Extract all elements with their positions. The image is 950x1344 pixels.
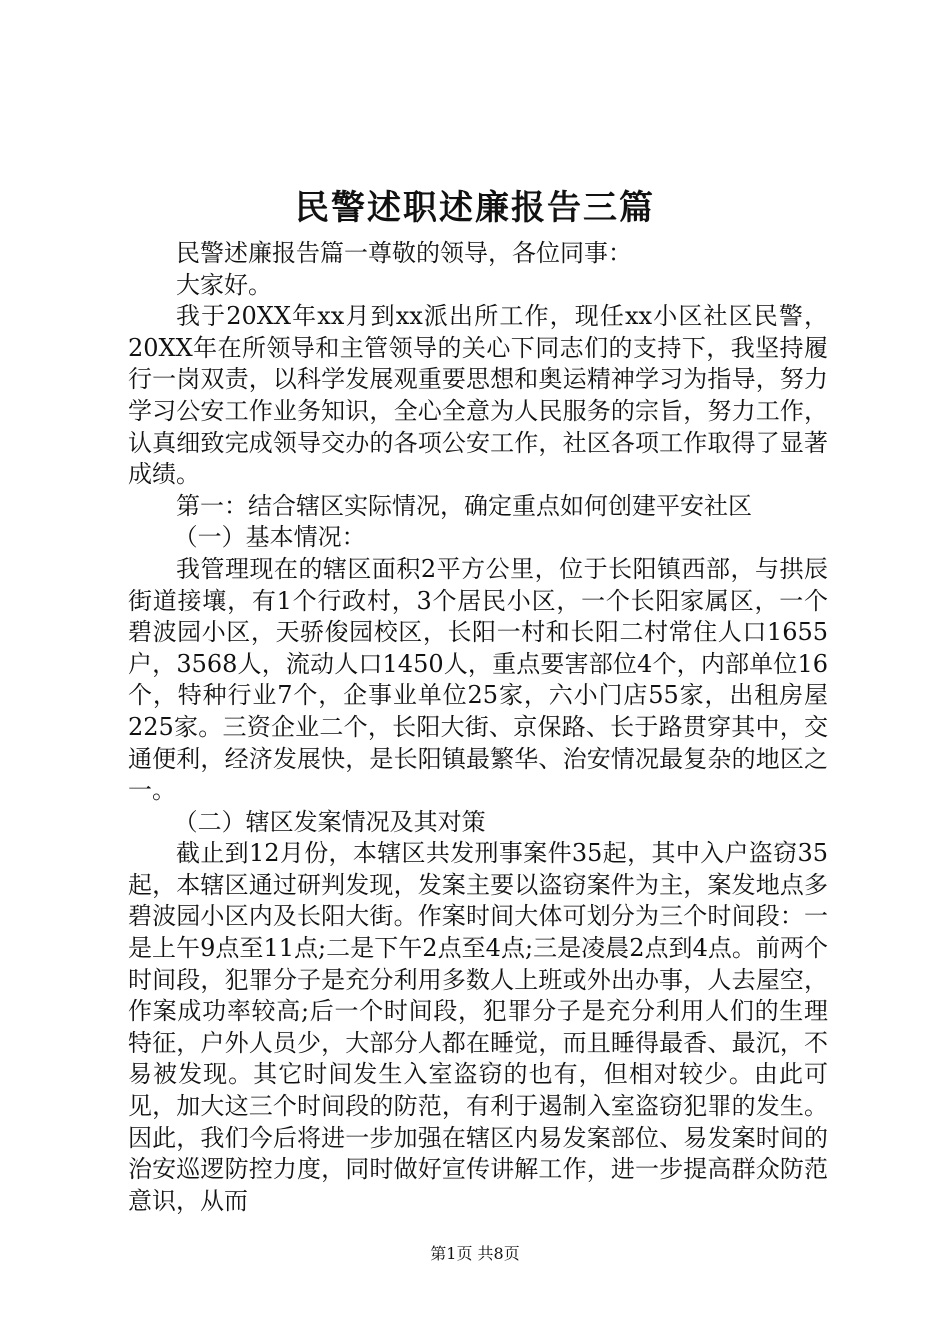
subsection-heading-cases: （二）辖区发案情况及其对策: [173, 807, 486, 836]
paragraph-salutation: 民警述廉报告篇一尊敬的领导，各位同事：: [176, 239, 632, 267]
section-heading-first: 第一：结合辖区实际情况，确定重点如何创建平安社区: [176, 491, 752, 520]
document-title: 民警述职述廉报告三篇: [295, 188, 655, 228]
page-footer: 第1页 共8页: [430, 1244, 520, 1263]
subsection-heading-basic-info: （一）基本情况：: [173, 523, 366, 552]
document-body: [128, 238, 828, 1217]
paragraph-case-analysis: 截止到12月份，本辖区共发刑事案件35起，其中入户盗窃35起，本辖区通过研判发现，发案主要以盗窃案件为主，案发地点多碧波园小区内及长阳大街。作案时间大体可划分为三个时间段：一是上午9点至11点;二是下午2点至4点;三是凌晨2点到4点。前两个时间段，犯罪分子是充分利用多数人上班或外出办事，人去屋空，作案成功率较高;后一个时间段，犯罪分子是充分利用人们的生理特征，户外人员少，大部分人都在睡觉，而且睡得最香、最沉，不易被发现。其它时间发生入室盗窃的也有，但相对较少。由此可见，加大这三个时间段的防范，有利于遏制入室盗窃犯罪的发生。因此，我们今后将进一步加强在辖区内易发案部位、易发案时间的治安巡逻防控力度，同时做好宣传讲解工作，进一步提高群众防范意识，从而: [128, 839, 828, 1215]
paragraph-jurisdiction-info: 我管理现在的辖区面积2平方公里，位于长阳镇西部，与拱辰街道接壤，有1个行政村，3个居民小区，一个长阳家属区，一个碧波园小区，天骄俊园校区，长阳一村和长阳二村常住人口1655户，3568人，流动人口1450人，重点要害部位4个，内部单位16个，特种行业7个，企事业单位25家，六小门店55家，出租房屋225家。三资企业二个，长阳大街、京保路、长于路贯穿其中，交通便利，经济发展快，是长阳镇最繁华、治安情况最复杂的地区之一。: [128, 554, 828, 805]
paragraph-greeting: 大家好。: [176, 270, 272, 299]
paragraph-introduction: 我于20XX年xx月到xx派出所工作，现任xx小区社区民警，20XX年在所领导和主管领导的关心下同志们的支持下，我坚持履行一岗双责，以科学发展观重要思想和奥运精神学习为指导，努力学习公安工作业务知识，全心全意为人民服务的宗旨，努力工作，认真细致完成领导交办的各项公安工作，社区各项工作取得了显著成绩。: [128, 302, 828, 489]
